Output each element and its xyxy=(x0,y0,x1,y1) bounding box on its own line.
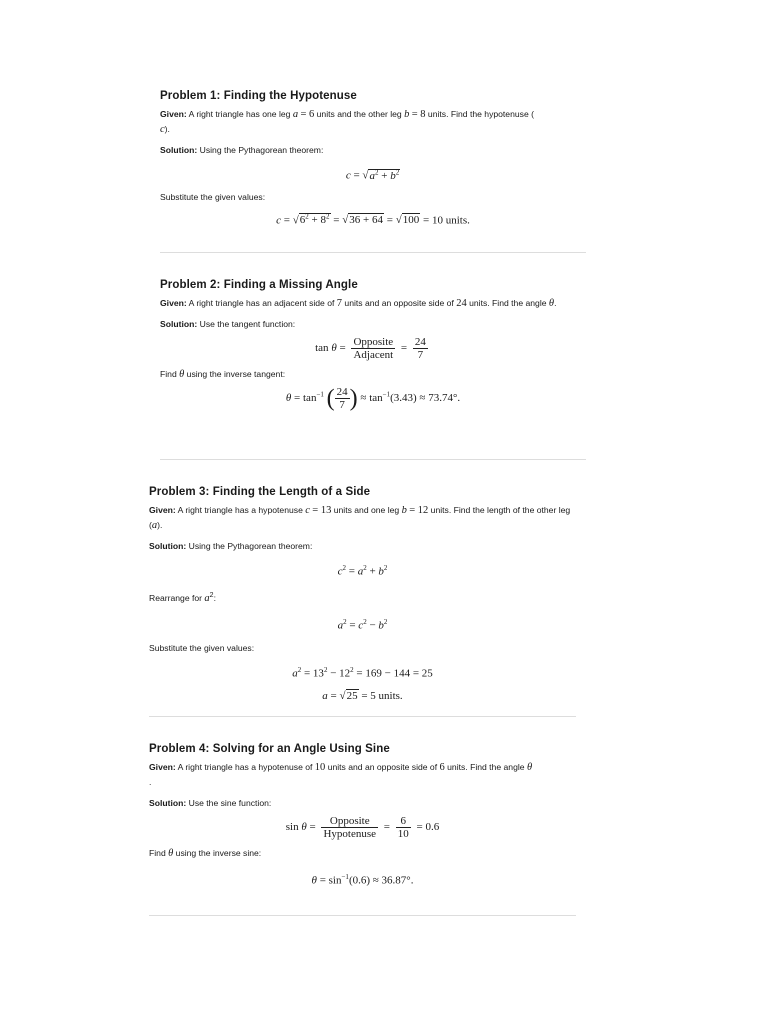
problem-1-solution: Solution: Using the Pythagorean theorem: xyxy=(160,145,324,155)
problem-3-given: Given: A right triangle has a hypotenuse c = 13 units and one leg b = 12 units. Find the length of the other leg (a). xyxy=(149,505,571,531)
problem-3-step3: Substitute the given values: xyxy=(149,643,255,654)
problem-1-title: Problem 1: Finding the Hypotenuse xyxy=(160,90,357,102)
divider-1 xyxy=(160,252,586,253)
equation-pythagorean-3: $c^2 = a^2 + b^2$ xyxy=(337,564,388,578)
problem-2-title: Problem 2: Finding a Missing Angle xyxy=(160,279,358,291)
problem-1-given: Given: A right triangle has one leg a = 6 units and the other leg b = 8 units. Find the hypotenuse ( c). xyxy=(160,109,534,135)
problem-2-given: Given: A right triangle has an adjacent side of 7 units and an opposite side of 24 units. Find the angle θ. xyxy=(160,298,557,309)
problem-4 xyxy=(149,743,576,889)
problem-4-solution: Solution: Use the sine function: xyxy=(149,798,272,808)
problem-3-title: Problem 3: Finding the Length of a Side xyxy=(149,486,371,498)
divider-3 xyxy=(149,716,576,717)
equation-inverse-tangent: $\theta = \tan^{-1}$ ( $\frac{24}{7}$ ) ≈ $\tan^{-1}(3.43) \approx 73.74^\circ$. xyxy=(285,385,461,412)
equation-values-3: $a^2 = 13^2 - 12^2 = 169 - 144 = 25$ xyxy=(292,666,433,680)
problem-2-solution: Solution: Use the tangent function: xyxy=(160,319,296,329)
equation-sine: sin θ = $\frac{\text{Opposite}}{\text{Hypotenuse}}$ = $\frac{6}{10}$ = 0.6 xyxy=(285,815,440,840)
problem-1-step2: Substitute the given values: xyxy=(160,191,266,202)
problem-3 xyxy=(149,486,576,704)
problem-4-given: Given: A right triangle has a hypotenuse of 10 units and an opposite side of 6 units. Find the angle θ . xyxy=(149,762,533,787)
equation-substitution: $c = √6^2 + 8^2 = √36 + 64 = √100 = 10$ units. xyxy=(276,212,470,227)
problem-4-title: Problem 4: Solving for an Angle Using Sine xyxy=(149,743,390,755)
problem-2-step2: Find θ using the inverse tangent: xyxy=(160,369,286,380)
problem-1 xyxy=(160,90,586,228)
equation-rearranged: $a^2 = c^2 - b^2$ xyxy=(337,617,388,632)
equation-inverse-sine: $\theta = \sin^{-1}(0.6) \approx 36.87^\circ$. xyxy=(311,873,414,887)
problem-4-step2: Find θ using the inverse sine: xyxy=(149,848,262,859)
equation-result-3: a = √25 = 5 units. xyxy=(322,689,403,702)
equation-tangent: tan θ = $\frac{\text{Opposite}}{\text{Adjacent}}$ = $\frac{24}{7}$ xyxy=(315,336,426,361)
problem-3-solution: Solution: Using the Pythagorean theorem: xyxy=(149,541,313,551)
problem-2 xyxy=(160,279,586,411)
divider-2 xyxy=(160,459,586,460)
equation-pythagorean: $c = √a^2 + b^2$ xyxy=(345,168,400,182)
problem-3-step2: Rearrange for $a^2$: xyxy=(149,591,216,604)
divider-4 xyxy=(149,915,576,916)
